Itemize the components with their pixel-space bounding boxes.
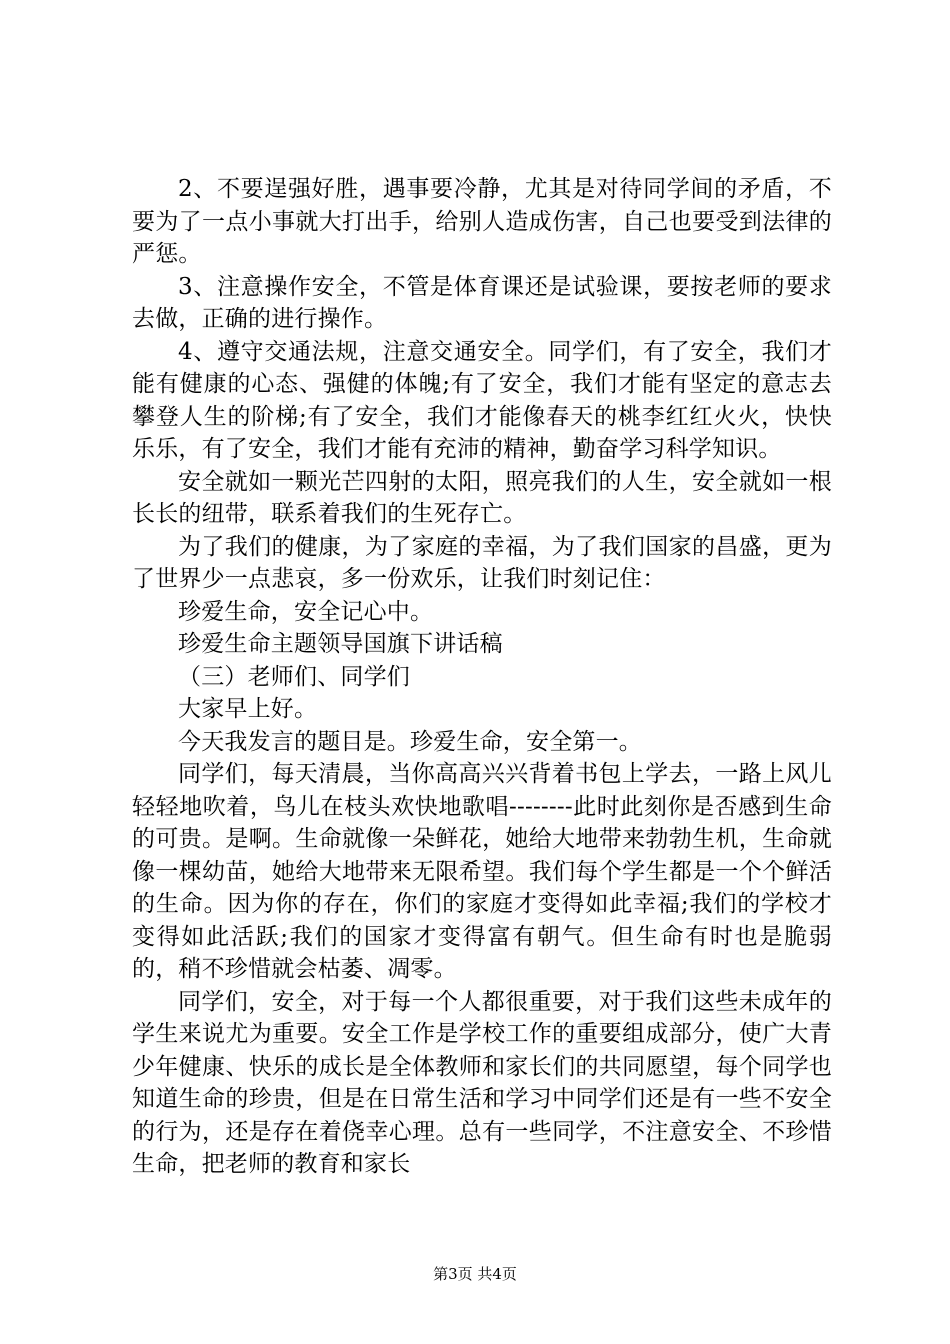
section-number-greeting: （三）老师们、同学们 (178, 663, 410, 690)
greeting-morning: 大家早上好。 (178, 696, 318, 722)
paragraph-life-value: 同学们，每天清晨，当你高高兴兴背着书包上学去，一路上风儿轻轻地吹着，鸟儿在枝头欢快地歌唱--------此时此刻你是否感到生命的可贵。是啊。生命就像一朵鲜花，她给大地带来勃勃生机，生命就像一棵幼苗，她给大地带来无限希望。我们每个学生都是一个个鲜活的生命。因为你的存在，你们的家庭才变得如此幸福;我们的学校才变得如此活跃;我们的国家才变得富有朝气。但生命有时也是脆弱的，稍不珍惜就会枯萎、凋零。 (132, 761, 832, 982)
paragraph-sun-metaphor: 安全就如一颗光芒四射的太阳，照亮我们的人生，安全就如一根长长的纽带，联系着我们的生死存亡。 (132, 468, 832, 527)
paragraph-safety-importance: 同学们，安全，对于每一个人都很重要，对于我们这些未成年的学生来说尤为重要。安全工作是学校工作的重要组成部分，使广大青少年健康、快乐的成长是全体教师和家长们的共同愿望，每个同学也知道生命的珍贵，但是在日常生活和学习中同学们还是有一些不安全的行为，还是存在着侥幸心理。总有一些同学，不注意安全、不珍惜生命，把老师的教育和家长 (132, 988, 832, 1177)
section-title: 珍爱生命主题领导国旗下讲话稿 (178, 631, 503, 657)
paragraph-slogan: 珍爱生命，安全记心中。 (178, 598, 434, 625)
paragraph-remember: 为了我们的健康，为了家庭的幸福，为了我们国家的昌盛，更为了世界少一点悲哀，多一份欢乐，让我们时刻记住： (132, 533, 832, 592)
paragraph-rule-2: 2、不要逞强好胜，遇事要冷静，尤其是对待同学间的矛盾，不要为了一点小事就大打出手，给别人造成伤害，自己也要受到法律的严惩。 (132, 176, 832, 267)
paragraph-rule-4: 4、遵守交通法规，注意交通安全。同学们，有了安全，我们才能有健康的心态、强健的体魄;有了安全，我们才能有坚定的意志去攀登人生的阶梯;有了安全，我们才能像春天的桃李红红火火，快快乐乐，有了安全，我们才能有充沛的精神，勤奋学习科学知识。 (132, 338, 832, 462)
speech-topic: 今天我发言的题目是。珍爱生命，安全第一。 (178, 728, 642, 755)
page-footer: 第3页 共4页 (433, 1265, 517, 1283)
paragraph-rule-3: 3、注意操作安全，不管是体育课还是试验课，要按老师的要求去做，正确的进行操作。 (132, 273, 832, 332)
document-body (132, 173, 832, 1181)
